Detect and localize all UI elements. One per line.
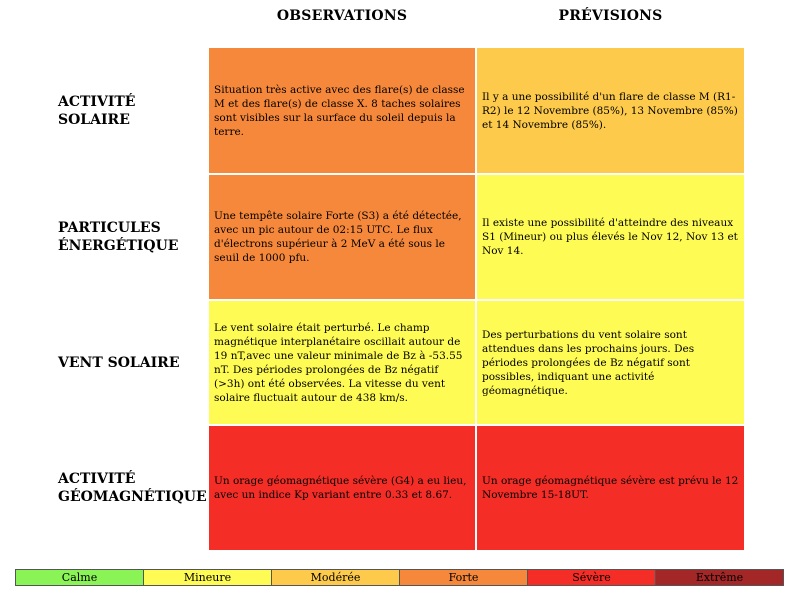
legend-forte: Forte bbox=[400, 570, 528, 585]
observation-cell-geomagnetique bbox=[209, 426, 475, 550]
row-label-activite-geomagnetique bbox=[58, 426, 206, 550]
legend-calme: Calme bbox=[16, 570, 144, 585]
prevision-cell-vent-solaire bbox=[477, 301, 744, 424]
prevision-cell-geomagnetique bbox=[477, 426, 744, 550]
observation-text: Le vent solaire était perturbé. Le champ magnétique interplanétaire oscillait autour de 19 nT,avec une valeur minimale de Bz à -53.55 nT. Des périodes prolongées de Bz négatif (>3h) ont été observées. La vitesse du vent solaire fluctuait autour de 438 km/s. bbox=[214, 321, 463, 404]
prevision-text: Des perturbations du vent solaire sont attendues dans les prochains jours. Des périodes prolongées de Bz négatif sont possibles, indiquant une activité géomagnétique. bbox=[482, 328, 695, 397]
row-label-text: ACTIVITÉ SOLAIRE bbox=[58, 93, 136, 128]
severity-legend bbox=[15, 569, 784, 586]
row-label-text: PARTICULES ÉNERGÉTIQUE bbox=[58, 220, 179, 254]
row-label-text: ACTIVITÉ GÉOMAGNÉTIQUE bbox=[58, 471, 207, 505]
prevision-text: Il y a une possibilité d'un flare de classe M (R1-R2) le 12 Novembre (85%), 13 Novembre (85%) et 14 Novembre (85%). bbox=[482, 90, 738, 131]
row-label-activite-solaire bbox=[58, 48, 206, 173]
row-label-vent-solaire bbox=[58, 301, 206, 424]
observation-text: Un orage géomagnétique sévère (G4) a eu lieu, avec un indice Kp variant entre 0.33 et 8.67. bbox=[214, 475, 467, 501]
previsions-header: PRÉVISIONS bbox=[558, 8, 663, 24]
observation-cell-vent-solaire bbox=[209, 301, 475, 424]
observation-text: Une tempête solaire Forte (S3) a été détectée, avec un pic autour de 02:15 UTC. Le flux d'électrons supérieur à 2 MeV a été sous le seuil de 1000 pfu. bbox=[214, 210, 462, 264]
row-label-particules bbox=[58, 175, 206, 299]
row-label-text: VENT SOLAIRE bbox=[58, 354, 180, 371]
prevision-text: Il existe une possibilité d'atteindre des niveaux S1 (Mineur) ou plus élevés le Nov 12, Nov 13 et Nov 14. bbox=[482, 217, 738, 257]
legend-severe: Sévère bbox=[528, 570, 656, 585]
legend-extreme: Extrême bbox=[656, 570, 783, 585]
prevision-cell-activite-solaire bbox=[477, 48, 744, 173]
prevision-cell-particules bbox=[477, 175, 744, 299]
legend-moderee: Modérée bbox=[272, 570, 400, 585]
legend-mineure: Mineure bbox=[144, 570, 272, 585]
observation-cell-particules bbox=[209, 175, 475, 299]
observation-text: Situation très active avec des flare(s) de classe M et des flare(s) de classe X. 8 taches solaires sont visibles sur la surface du soleil depuis la terre. bbox=[214, 83, 465, 138]
observation-cell-activite-solaire bbox=[209, 48, 475, 173]
prevision-text: Un orage géomagnétique sévère est prévu le 12 Novembre 15-18UT. bbox=[482, 475, 739, 501]
observations-header: OBSERVATIONS bbox=[276, 8, 408, 24]
